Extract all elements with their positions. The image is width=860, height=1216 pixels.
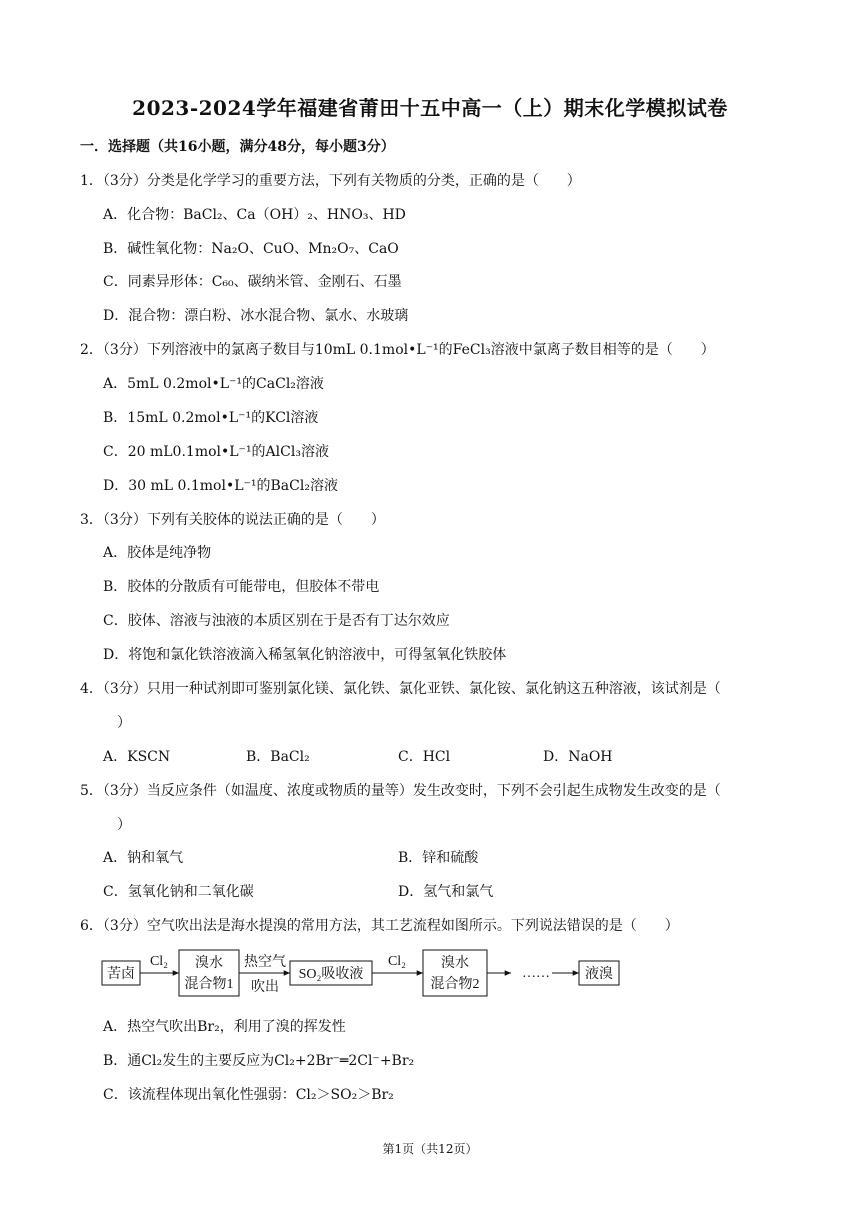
- flow-box-4-label-2: 混合物2: [430, 977, 480, 992]
- question-6-stem: 6．（3分）空气吹出法是海水提溴的常用方法，其工艺流程如图所示。下列说法错误的是（ ）: [80, 918, 679, 934]
- question-5-option-c: C．氢氧化钠和二氧化碳: [103, 884, 254, 900]
- question-2-stem: 2．（3分）下列溶液中的氯离子数目与10mL 0.1mol•L⁻¹的FeCl₃溶液中氯离子数目相等的是（ ）: [80, 342, 715, 358]
- section-heading: 一．选择题（共16小题，满分48分，每小题3分）: [80, 139, 395, 155]
- question-6-option-b: B．通Cl₂发生的主要反应为Cl₂+2Br⁻═2Cl⁻+Br₂: [103, 1053, 415, 1069]
- flow-box-2-label-2: 混合物1: [184, 977, 234, 992]
- question-6-option-c: C．该流程体现出氧化性强弱：Cl₂＞SO₂＞Br₂: [103, 1087, 394, 1103]
- question-5-option-d: D．氢气和氯气: [398, 884, 494, 900]
- question-1-option-a: A．化合物：BaCl₂、Ca（OH）₂、HNO₃、HD: [103, 207, 406, 223]
- question-4-option-a: A．KSCN: [103, 749, 171, 765]
- question-4-option-b: B．BaCl₂: [246, 749, 310, 765]
- question-4-stem: 4．（3分）只用一种试剂即可鉴别氯化镁、氯化铁、氯化亚铁、氯化铵、氯化钠这五种溶液，该试剂是（: [80, 681, 721, 697]
- flow-arrow-1-label: Cl₂: [149, 954, 169, 969]
- flow-box-3-label: SO₂吸收液: [298, 967, 364, 982]
- question-4-option-c: C．HCl: [398, 749, 451, 765]
- question-5-stem-end: ）: [117, 817, 131, 833]
- flow-box-1-label: 苦卤: [107, 967, 135, 982]
- flow-arrow-2-label-1: 热空气: [244, 955, 286, 970]
- question-1-option-b: B．碱性氧化物：Na₂O、CuO、Mn₂O₇、CaO: [103, 241, 399, 257]
- flow-ellipsis: ……: [522, 966, 550, 981]
- question-4-option-d: D．NaOH: [543, 749, 613, 765]
- question-2-option-d: D．30 mL 0.1mol•L⁻¹的BaCl₂溶液: [103, 478, 338, 494]
- question-1-stem: 1．（3分）分类是化学学习的重要方法，下列有关物质的分类，正确的是（ ）: [80, 173, 581, 189]
- question-3-option-a: A．胶体是纯净物: [103, 545, 212, 561]
- flow-box-5-label: 液溴: [585, 967, 613, 982]
- question-3-option-b: B．胶体的分散质有可能带电，但胶体不带电: [103, 579, 380, 595]
- question-2-option-c: C．20 mL0.1mol•L⁻¹的AlCl₃溶液: [103, 444, 329, 460]
- question-1-option-c: C．同素异形体：C₆₀、碳纳米管、金刚石、石墨: [103, 274, 402, 290]
- flow-arrow-3-label: Cl₂: [387, 954, 407, 969]
- question-5-option-b: B．锌和硫酸: [398, 850, 479, 866]
- question-6-option-a: A．热空气吹出Br₂，利用了溴的挥发性: [103, 1019, 346, 1035]
- question-2-option-a: A．5mL 0.2mol•L⁻¹的CaCl₂溶液: [103, 376, 324, 392]
- question-2-option-b: B．15mL 0.2mol•L⁻¹的KCl溶液: [103, 410, 319, 426]
- flow-arrow-2-label-2: 吹出: [251, 980, 279, 995]
- page-footer: 第1页（共12页）: [382, 1142, 478, 1156]
- flow-box-4-label-1: 溴水: [441, 956, 469, 971]
- question-3-option-c: C．胶体、溶液与浊液的本质区别在于是否有丁达尔效应: [103, 613, 450, 629]
- question-5-option-a: A．钠和氧气: [103, 850, 184, 866]
- question-3-stem: 3．（3分）下列有关胶体的说法正确的是（ ）: [80, 512, 385, 528]
- question-1-option-d: D．混合物：漂白粉、冰水混合物、氯水、水玻璃: [103, 308, 409, 324]
- question-5-stem: 5．（3分）当反应条件（如温度、浓度或物质的量等）发生改变时，下列不会引起生成物发生改变的是（: [80, 783, 721, 799]
- question-4-stem-end: ）: [117, 715, 131, 731]
- process-flow-diagram: [99, 942, 639, 1000]
- question-3-option-d: D．将饱和氯化铁溶液滴入稀氢氧化钠溶液中，可得氢氧化铁胶体: [103, 647, 507, 663]
- flow-box-2-label-1: 溴水: [195, 956, 223, 971]
- page-title: 2023-2024学年福建省莆田十五中高一（上）期末化学模拟试卷: [132, 96, 728, 120]
